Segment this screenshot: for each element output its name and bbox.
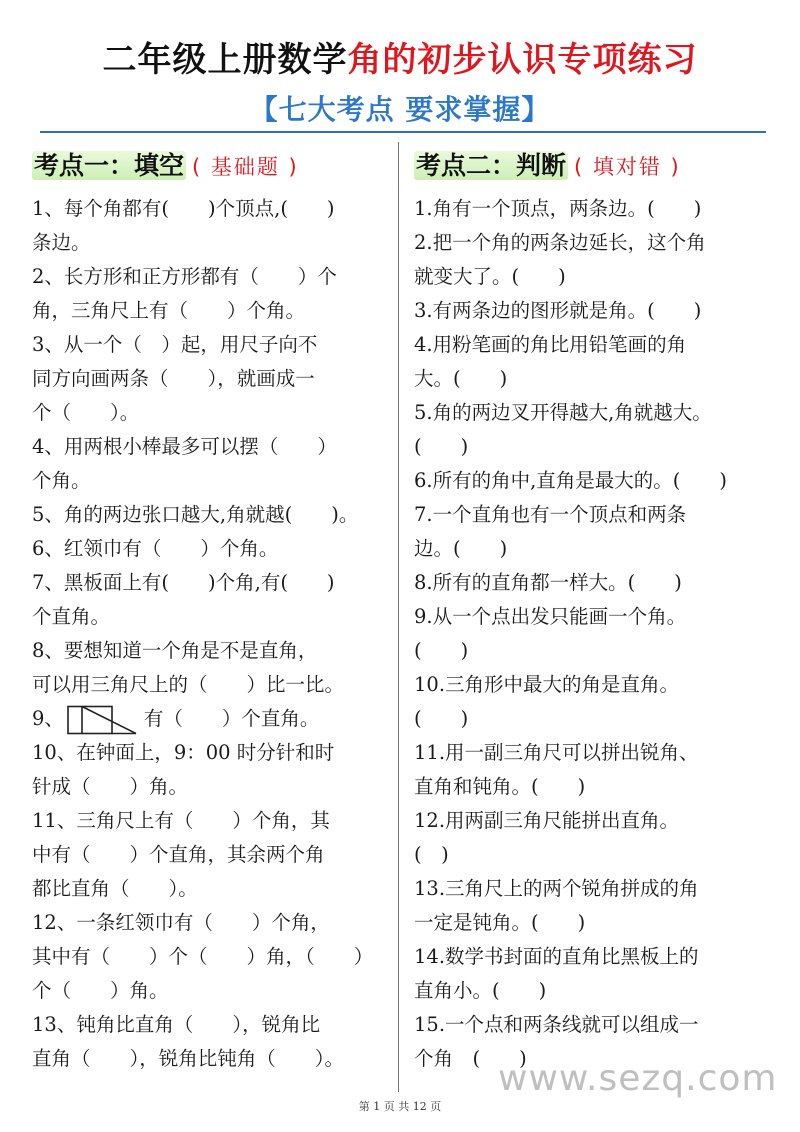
judgement-heading-note: ( 填对错 ) — [574, 155, 681, 179]
judgement-line: 13.三角尺上的两个锐角拼成的角 — [414, 877, 699, 900]
judgement-line: 一定是钝角。( ) — [414, 911, 586, 934]
judgement-line: 12.用两副三角尺能拼出直角。 — [414, 809, 680, 832]
fill-in-line — [32, 702, 394, 736]
fill-in-line: 2、长方形和正方形都有（ ）个 — [32, 265, 337, 288]
judgement-line: 4.用粉笔画的角比用铅笔画的角 — [414, 333, 687, 356]
judgement-line: 个角 ( ) — [414, 1047, 527, 1070]
fill-in-heading — [32, 146, 394, 186]
fill-in-line: 直角（ ），锐角比钝角（ ）。 — [32, 1047, 345, 1070]
fill-in-line: 8、要想知道一个角是不是直角， — [32, 639, 318, 662]
watermark: www.sezq.com — [498, 1058, 778, 1099]
fill-in-line: 个直角。 — [32, 605, 111, 628]
judgement-line: 8.所有的直角都一样大。( ) — [414, 571, 682, 594]
judgement-line: 2.把一个角的两条边延长，这个角 — [414, 231, 706, 254]
title-black-part: 二年级上册数学 — [102, 40, 348, 80]
fill-in-line: 12、一条红领巾有（ ）个角， — [32, 911, 330, 934]
fill-in-line: 个（ ）。 — [32, 401, 140, 424]
title-red-part: 角的初步认识专项练习 — [347, 40, 698, 80]
rectangle-triangle-figure — [66, 705, 142, 735]
fill-in-line: 可以用三角尺上的（ ）比一比。 — [32, 673, 345, 696]
judgement-line: 1.角有一个顶点，两条边。( ) — [414, 197, 702, 220]
judgement-line: 15.一个点和两条线就可以组成一 — [414, 1013, 699, 1036]
judgement-line: ( ) — [414, 435, 469, 458]
fill-in-line: 个（ ）角。 — [32, 979, 169, 1002]
fill-in-line: 同方向画两条（ ），就画成一 — [32, 367, 315, 390]
fill-in-line: 13、钝角比直角（ ），锐角比 — [32, 1013, 321, 1036]
header-rule — [40, 131, 766, 133]
fill-in-line: 6、红领巾有（ ）个角。 — [32, 537, 279, 560]
q9-prefix: 9、 — [32, 707, 64, 730]
page-title — [0, 38, 800, 82]
judgement-line: 就变大了。( ) — [414, 265, 566, 288]
judgement-line: 6.所有的角中,直角是最大的。( ) — [414, 469, 728, 492]
fill-in-line: 针成（ ）角。 — [32, 775, 189, 798]
fill-in-line: 4、用两根小棒最多可以摆（ ） — [32, 435, 337, 458]
fill-in-line: 都比直角（ ）。 — [32, 877, 198, 900]
judgement-line: ( ) — [414, 707, 469, 730]
judgement-line: 大。( ) — [414, 367, 508, 390]
fill-in-line: 11、三角尺上有（ ）个角，其 — [32, 809, 330, 832]
q9-suffix: 有（ ）个直角。 — [143, 707, 320, 730]
page-footer: 第 1 页 共 12 页 — [358, 1100, 442, 1113]
judgement-line: 直角和钝角。( ) — [414, 775, 586, 798]
fill-in-line: 其中有（ ）个（ ）角，（ ） — [32, 945, 374, 968]
fill-in-line: 角，三角尺上有（ ）个角。 — [32, 299, 306, 322]
judgement-line: ( ) — [414, 843, 449, 866]
judgement-line: 11.用一副三角尺可以拼出锐角、 — [414, 741, 699, 764]
fill-in-line: 中有（ ）个直角，其余两个角 — [32, 843, 325, 866]
fill-in-line: 个角。 — [32, 469, 91, 492]
judgement-heading — [414, 146, 786, 186]
fill-in-lines — [32, 192, 394, 1076]
judgement-line: 10.三角形中最大的角是直角。 — [414, 673, 680, 696]
fill-in-section — [32, 146, 394, 1076]
judgement-lines — [414, 192, 786, 1076]
fill-in-heading-note: ( 基础题 ) — [192, 155, 299, 179]
judgement-line: 7.一个直角也有一个顶点和两条 — [414, 503, 687, 526]
judgement-line: 14.数学书封面的直角比黑板上的 — [414, 945, 699, 968]
judgement-line: 9.从一个点出发只能画一个角。 — [414, 605, 687, 628]
fill-in-line: 条边。 — [32, 231, 91, 254]
fill-in-heading-label: 考点一：填空 — [34, 151, 185, 180]
judgement-line: 直角小。( ) — [414, 979, 547, 1002]
judgement-line: 边。( ) — [414, 537, 508, 560]
judgement-line: 5.角的两边叉开得越大,角就越大。 — [414, 401, 712, 424]
judgement-section — [414, 146, 786, 1076]
judgement-line: 3.有两条边的图形就是角。( ) — [414, 299, 702, 322]
judgement-line: ( ) — [414, 639, 469, 662]
fill-in-line: 10、在钟面上，9：00 时分针和时 — [32, 741, 335, 764]
judgement-heading-label: 考点二：判断 — [416, 151, 567, 180]
fill-in-line: 1、每个角都有( )个顶点,( ) — [32, 197, 335, 220]
fill-in-line: 3、从一个（ ）起，用尺子向不 — [32, 333, 318, 356]
fill-in-line: 7、黑板面上有( )个角,有( ) — [32, 571, 335, 594]
page-subtitle: 【七大考点 要求掌握】 — [249, 93, 551, 126]
fill-in-line: 5、角的两边张口越大,角就越( )。 — [32, 503, 359, 526]
column-divider — [398, 142, 399, 1092]
